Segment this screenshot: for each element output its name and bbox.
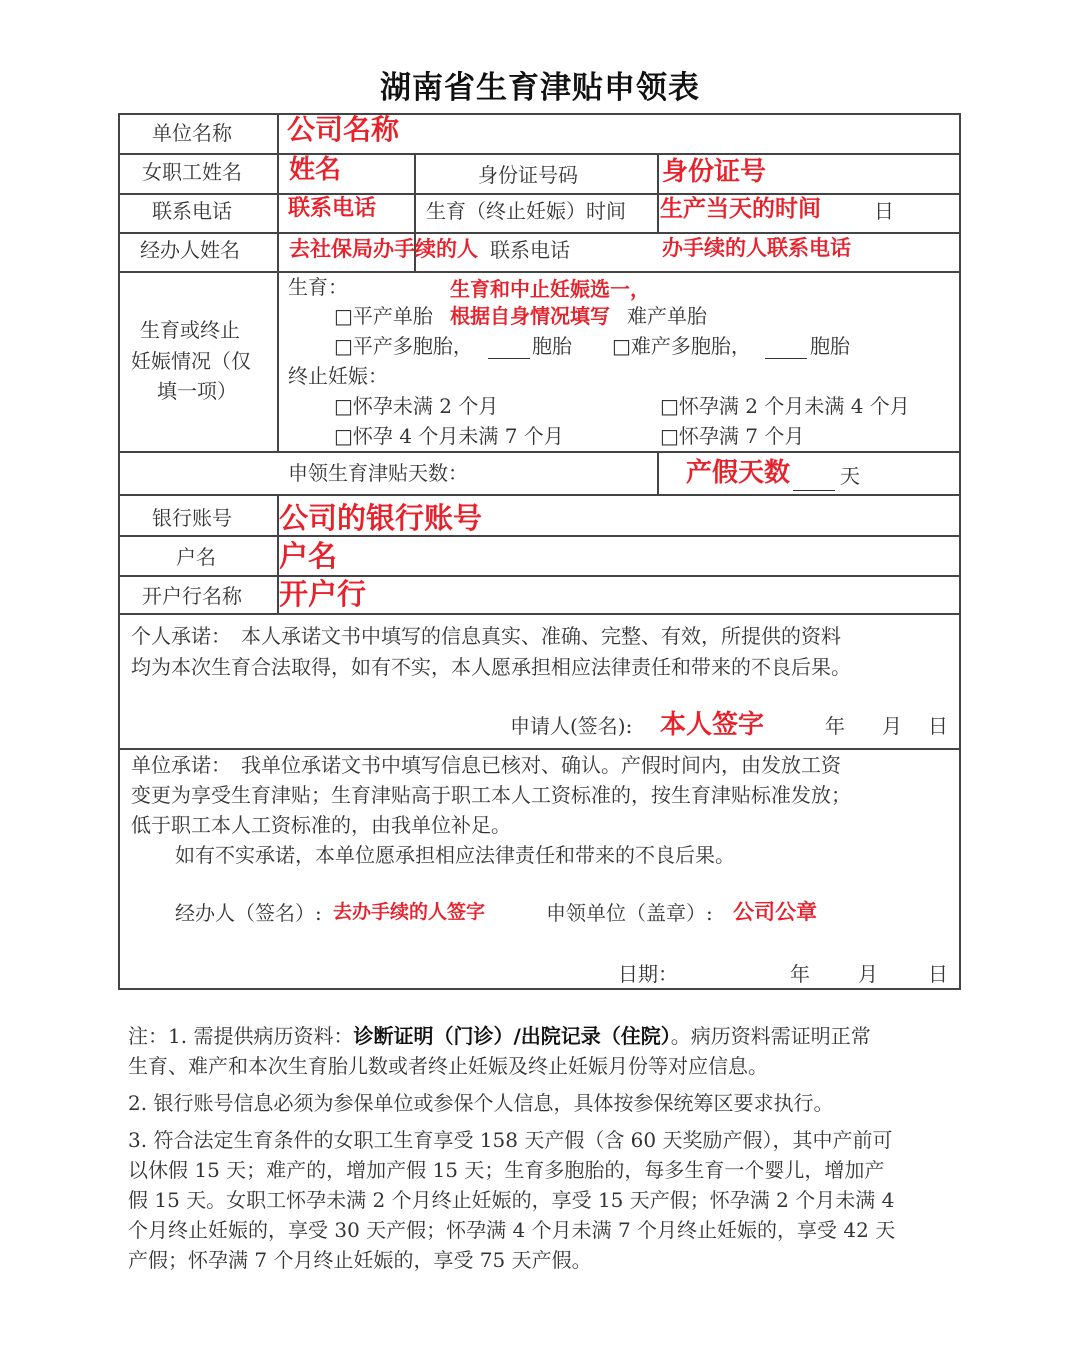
note-1 xyxy=(128,1024,871,1048)
option-4to7[interactable]: □怀孕 4 个月未满 7 个月 xyxy=(334,424,564,448)
label-month: 月 xyxy=(858,962,878,986)
fill-name[interactable]: 姓名 xyxy=(289,155,342,185)
label-worker-name: 女职工姓名 xyxy=(142,160,242,184)
label-year: 年 xyxy=(825,714,845,738)
label-tai: 胞胎 xyxy=(810,334,850,358)
label-year: 年 xyxy=(790,962,810,986)
row-divider xyxy=(120,193,961,195)
fill-account-name[interactable]: 户名 xyxy=(279,539,338,573)
label-day-unit: 天 xyxy=(840,464,860,488)
personal-promise-text: 均为本次生育合法取得，如有不实，本人愿承担相应法律责任和带来的不良后果。 xyxy=(131,655,851,679)
label-agent-sign: 经办人（签名）: xyxy=(175,901,322,925)
fill-agent-sign[interactable]: 去办手续的人签字 xyxy=(333,901,486,923)
col-divider xyxy=(657,153,659,232)
fill-company-name[interactable]: 公司名称 xyxy=(287,113,400,146)
note-1-line2: 生育、难产和本次生育胎儿数或者终止妊娠及终止妊娠月份等对应信息。 xyxy=(128,1054,768,1078)
unit-promise-text: 变更为享受生育津贴；生育津贴高于职工本人工资标准的，按生育津贴标准发放； xyxy=(131,783,851,807)
option-2to4[interactable]: □怀孕满 2 个月未满 4 个月 xyxy=(660,394,910,418)
label-birth-day: 日 xyxy=(874,199,894,223)
row-divider xyxy=(120,271,961,273)
label-days: 申领生育津贴天数： xyxy=(288,461,468,485)
label-day: 日 xyxy=(928,714,948,738)
label-phone: 联系电话 xyxy=(152,199,232,223)
label-birth-time: 生育（终止妊娠）时间 xyxy=(426,199,626,223)
fill-leave-days[interactable]: 产假天数 xyxy=(686,458,791,488)
row-divider xyxy=(120,748,961,750)
personal-promise-text: 个人承诺： 本人承诺文书中填写的信息真实、准确、完整、有效，所提供的资料 xyxy=(131,624,841,648)
fill-choose-hint: 根据自身情况填写 xyxy=(450,304,610,328)
label-day: 日 xyxy=(928,962,948,986)
fill-birth-time[interactable]: 生产当天的时间 xyxy=(660,196,821,222)
col-divider xyxy=(657,451,659,494)
label-bank-name: 开户行名称 xyxy=(142,584,242,608)
unit-promise-text: 低于职工本人工资标准的，由我单位补足。 xyxy=(131,813,511,837)
fill-company-seal[interactable]: 公司公章 xyxy=(733,900,817,924)
option-difficult-multi[interactable]: □难产多胞胎， xyxy=(612,334,751,358)
label-agent-name: 经办人姓名 xyxy=(140,238,240,262)
label-date: 日期： xyxy=(618,962,678,986)
label-birth-status: 填一项） xyxy=(157,379,237,403)
label-month: 月 xyxy=(882,714,902,738)
fill-bank-account[interactable]: 公司的银行账号 xyxy=(279,501,483,535)
page-title: 湖南省生育津贴申领表 xyxy=(380,70,700,106)
note-3: 以休假 15 天；难产的，增加产假 15 天；生育多胞胎的，每多生育一个婴儿，增加产 xyxy=(128,1158,885,1182)
note-1-prefix: 注：1. 需提供病历资料： xyxy=(128,1024,354,1048)
option-normal-single[interactable]: □平产单胎 xyxy=(334,304,433,328)
option-7[interactable]: □怀孕满 7 个月 xyxy=(660,424,805,448)
note-2: 2. 银行账号信息必须为参保单位或参保个人信息，具体按参保统筹区要求执行。 xyxy=(128,1091,834,1115)
note-3: 个月终止妊娠的，享受 30 天产假；怀孕满 4 个月未满 7 个月终止妊娠的，享受 42 天 xyxy=(128,1218,896,1242)
blank-difficult-multi[interactable] xyxy=(765,334,807,359)
label-unit-seal: 申领单位（盖章）: xyxy=(546,901,713,925)
note-3: 假 15 天。女职工怀孕未满 2 个月终止妊娠的，享受 15 天产假；怀孕满 2 个月未满 4 xyxy=(128,1188,895,1212)
fill-agent-phone[interactable]: 办手续的人联系电话 xyxy=(662,236,851,260)
note-3: 产假；怀孕满 7 个月终止妊娠的，享受 75 天产假。 xyxy=(128,1248,592,1272)
label-agent-phone: 联系电话 xyxy=(490,238,570,262)
label-unit-name: 单位名称 xyxy=(152,121,232,145)
label-birth: 生育： xyxy=(288,275,348,299)
row-divider xyxy=(120,232,961,234)
option-lt2[interactable]: □怀孕未满 2 个月 xyxy=(334,394,499,418)
unit-promise-text: 如有不实承诺，本单位愿承担相应法律责任和带来的不良后果。 xyxy=(175,843,735,867)
note-1-bold: 诊断证明（门诊）/出院记录（住院） xyxy=(353,1024,671,1048)
note-3: 3. 符合法定生育条件的女职工生育享受 158 天产假（含 60 天奖励产假），其中产前可 xyxy=(128,1128,893,1152)
blank-normal-multi[interactable] xyxy=(488,334,530,359)
blank-days xyxy=(793,466,835,491)
col-divider xyxy=(277,115,279,451)
row-divider xyxy=(120,535,961,537)
label-birth-status: 妊娠情况（仅 xyxy=(131,349,251,373)
fill-phone[interactable]: 联系电话 xyxy=(288,196,377,221)
fill-agent[interactable]: 去社保局办手续的人 xyxy=(289,237,478,261)
label-bank-account: 银行账号 xyxy=(152,506,232,530)
row-divider xyxy=(120,575,961,577)
fill-self-sign[interactable]: 本人签字 xyxy=(660,710,765,740)
fill-bank-name[interactable]: 开户行 xyxy=(279,577,367,611)
label-account-name: 户名 xyxy=(176,545,216,569)
label-applicant-sign: 申请人(签名): xyxy=(510,714,633,738)
note-1-rest: 。病历资料需证明正常 xyxy=(670,1024,871,1048)
label-tai: 胞胎 xyxy=(532,334,572,358)
option-normal-multi[interactable]: □平产多胞胎， xyxy=(334,334,473,358)
fill-choose-hint: 生育和中止妊娠选一， xyxy=(450,277,650,301)
label-birth-status: 生育或终止 xyxy=(140,318,240,342)
label-terminate: 终止妊娠： xyxy=(288,364,388,388)
unit-promise-text: 单位承诺： 我单位承诺文书中填写信息已核对、确认。产假时间内，由发放工资 xyxy=(131,753,841,777)
option-difficult-single[interactable]: 难产单胎 xyxy=(627,304,707,328)
fill-id-number[interactable]: 身份证号 xyxy=(662,157,767,187)
label-id-number: 身份证号码 xyxy=(478,163,578,187)
row-divider xyxy=(120,153,961,155)
row-divider xyxy=(120,494,961,496)
row-divider xyxy=(120,613,961,615)
row-divider xyxy=(120,451,961,453)
